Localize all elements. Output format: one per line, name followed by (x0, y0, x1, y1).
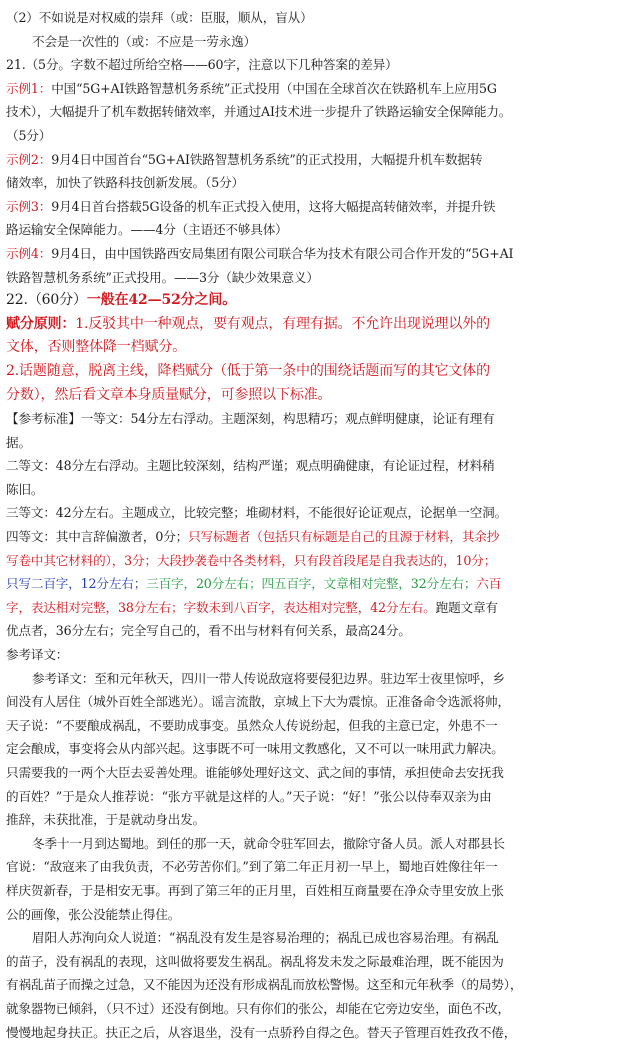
text-span: 天子说：“不要酿成祸乱，不要助成事变。虽然众人传说纷起，但我的主意已定，外患不一 (6, 717, 498, 733)
text-span: 慢慢地起身扶正。扶正之后，从容退坐，没有一点骄矜自得之色。替天子管理百姓孜孜不倦， (6, 1024, 517, 1040)
text-span: 四等文：其中言辞偏激者，0分； (6, 529, 189, 545)
translation-line (6, 855, 613, 879)
example-label: 示例3： (6, 198, 52, 214)
text-line (6, 619, 613, 643)
text-span: 跑题文章有 (435, 599, 498, 615)
grade-2 (6, 454, 613, 478)
text-span: 只需要我的一两个大臣去妥善处理。谁能够处理好这文、武之间的事情，承担使命去安抚我 (6, 765, 504, 780)
text-line (6, 124, 613, 148)
text-line (6, 431, 613, 455)
text-span: 1.反驳其中一种观点，要有观点，有理有据。不允许出现说理以外的 (75, 315, 490, 332)
text-span: 大段抄袭卷中各类材料，只有段首段尾是自我表达的，10分； (156, 552, 497, 568)
translation-line (6, 714, 613, 738)
question-21-header (6, 53, 613, 77)
translation-line (6, 667, 613, 691)
text-span: 定会酿成，事变将会从内部兴起。这事既不可一味用文教感化，又不可以一味用武力解决。 (6, 741, 504, 757)
example-label: 示例2： (6, 151, 52, 167)
translation-line (6, 903, 613, 927)
answer-line (6, 6, 613, 30)
text-span: 铁路智慧机务系统”正式投用。——3分（缺少效果意义） (6, 269, 319, 285)
text-span: 参考译文： (6, 647, 69, 663)
text-span: 中国“5G+AI铁路智慧机务系统”正式投用（中国在全球首次在铁路机车上应用5G (51, 80, 497, 96)
text-line (6, 478, 613, 502)
text-span: 只写标题者（包括只有标题是自己的且源于材料，其余抄 (188, 529, 500, 545)
text-span: 2.话题随意，脱离主线，降档赋分（低于第一条中的围绕话题而写的其它文体的 (6, 362, 490, 379)
translation-line (6, 997, 613, 1021)
score-range: 一般在42—52分之间。 (86, 292, 237, 309)
text-span: 22.（60分） (6, 292, 87, 309)
text-line (6, 549, 613, 573)
text-span: 推辞，未获批准，于是就动身出发。 (6, 812, 206, 828)
text-span: 路运输安全保障能力。——4分（主语还不够具体） (6, 222, 288, 238)
text-span: 样庆贺新春，于是相安无事。再到了第三年的正月里，百姓相互商量要在净众寺里安放上张 (6, 882, 504, 898)
grade-3 (6, 501, 613, 525)
text-span: 文体，否则整体降一档赋分。 (6, 339, 187, 356)
text-span: 9月4日首台搭载5G设备的机车正式投入使用，这将大幅提高转储效率，并提升铁 (51, 198, 496, 214)
text-span: 只写二百字，12分左右； (6, 576, 147, 592)
translation-line (6, 926, 613, 950)
text-span: 储效率，加快了铁路科技创新发展。（5分） (6, 175, 244, 191)
text-span: 21.（5分。字数不超过所给空格——60字，注意以下几种答案的差异） (6, 57, 398, 73)
text-span: 间没有人居住（城外百姓全部逃光）。谣言流散，京城上下大为震惊。正准备命令选派将帅， (6, 694, 510, 710)
answer-line (6, 30, 613, 54)
translation-line (6, 879, 613, 903)
text-span: 的苗子，没有祸乱的表现，这叫做将要发生祸乱。祸乱将发未发之际最难治理，既不能因为 (6, 953, 504, 969)
scoring-principle (6, 313, 613, 337)
text-span: 陈旧。 (6, 481, 44, 497)
translation-line (6, 690, 613, 714)
example-3 (6, 195, 613, 219)
translation-line (6, 973, 613, 997)
translation-line (6, 808, 613, 832)
text-span: 【参考标准】一等文：54分左右浮动。主题深刻，构思精巧；观点鲜明健康，论证有理有 (6, 411, 495, 427)
translation-line (6, 737, 613, 761)
text-line (6, 336, 613, 360)
text-line (6, 572, 613, 596)
text-span: 9月4日中国首台“5G+AI铁路智慧机务系统”的正式投用，大幅提升机车数据转 (51, 151, 483, 167)
text-span: 眉阳人苏洵向众人说道：“祸乱没有发生是容易治理的；祸乱已成也容易治理。有祸乱 (32, 930, 499, 946)
text-span: 字，表达相对完整，38分左右；字数未到八百字，表达相对完整，42分左右。 (6, 599, 436, 615)
text-line (6, 384, 613, 408)
text-span: 参考译文：至和元年秋天，四川一带人传说敌寇将要侵犯边界。驻边军士夜里惊呼，乡 (32, 670, 505, 686)
example-2 (6, 148, 613, 172)
text-span: 六百 (476, 576, 502, 592)
grade-4 (6, 525, 613, 549)
question-22-header (6, 289, 613, 313)
text-span: 冬季十一月到达蜀地。到任的那一天，就命令驻军回去，撤除守备人员。派人对郡县长 (32, 835, 505, 851)
example-label: 示例1： (6, 80, 52, 96)
grade-1 (6, 407, 613, 431)
text-line (6, 218, 613, 242)
text-line (6, 171, 613, 195)
text-span: 的百姓？”于是众人推荐说：“张方平就是这样的人。”天子说：“好！”张公以侍奉双亲为由 (6, 788, 492, 804)
text-line (6, 266, 613, 290)
text-span: 三百字，20分左右；四五百字，文章相对完整，32分左右； (146, 576, 477, 592)
text-span: 三等文：42分左右。主题成立，比较完整；堆砌材料，不能很好论证观点，论据单一空洞。 (6, 505, 508, 521)
text-line (6, 100, 613, 124)
principle-label: 赋分原则： (6, 315, 76, 332)
text-span: 二等文：48分左右浮动。主题比较深刻，结构严谨；观点明确健康，有论证过程，材料稍 (6, 458, 495, 474)
text-span: 公的画像，张公没能禁止得住。 (6, 906, 181, 922)
text-span: 分数），然后看文章本身质量赋分，可参照以下标准。 (6, 386, 332, 403)
text-line (6, 596, 613, 620)
translation-line (6, 950, 613, 974)
text-span: 有祸乱苗子而操之过急，又不能因为还没有形成祸乱而放松警惕。这至和元年秋季（的局势）， (6, 977, 523, 993)
text-span: 不会是一次性的（或：不应是一劳永逸） (32, 33, 256, 49)
translation-line (6, 761, 613, 785)
text-span: 官说：“敌寇来了由我负责，不必劳苦你们。”到了第二年正月初一早上，蜀地百姓像往年一 (6, 859, 498, 875)
translation-header (6, 643, 613, 667)
text-span: 优点者，36分左右；完全写自己的，看不出与材料有何关系，最高24分。 (6, 623, 411, 639)
translation-line (6, 1021, 613, 1044)
text-span: （2）不如说是对权威的崇拜（或：臣服，顺从，盲从） (6, 10, 313, 25)
text-span: 9月4日，由中国铁路西安局集团有限公司联合华为技术有限公司合作开发的“5G+AI (51, 245, 514, 261)
example-label: 示例4： (6, 245, 52, 261)
example-1 (6, 77, 613, 101)
translation-line (6, 832, 613, 856)
text-span: 技术），大幅提升了机车数据转储效率，并通过AI技术进一步提升了铁路运输安全保障能力。 (6, 104, 512, 120)
text-span: 写卷中其它材料的），3分； (6, 552, 157, 568)
text-span: （5分） (6, 127, 52, 143)
translation-line (6, 785, 613, 809)
text-span: 就象器物已倾斜，（只不过）还没有倒地。只有你们的张公，却能在它旁边安坐，面色不改， (6, 1000, 510, 1016)
text-line (6, 360, 613, 384)
text-span: 据。 (6, 434, 31, 450)
example-4 (6, 242, 613, 266)
